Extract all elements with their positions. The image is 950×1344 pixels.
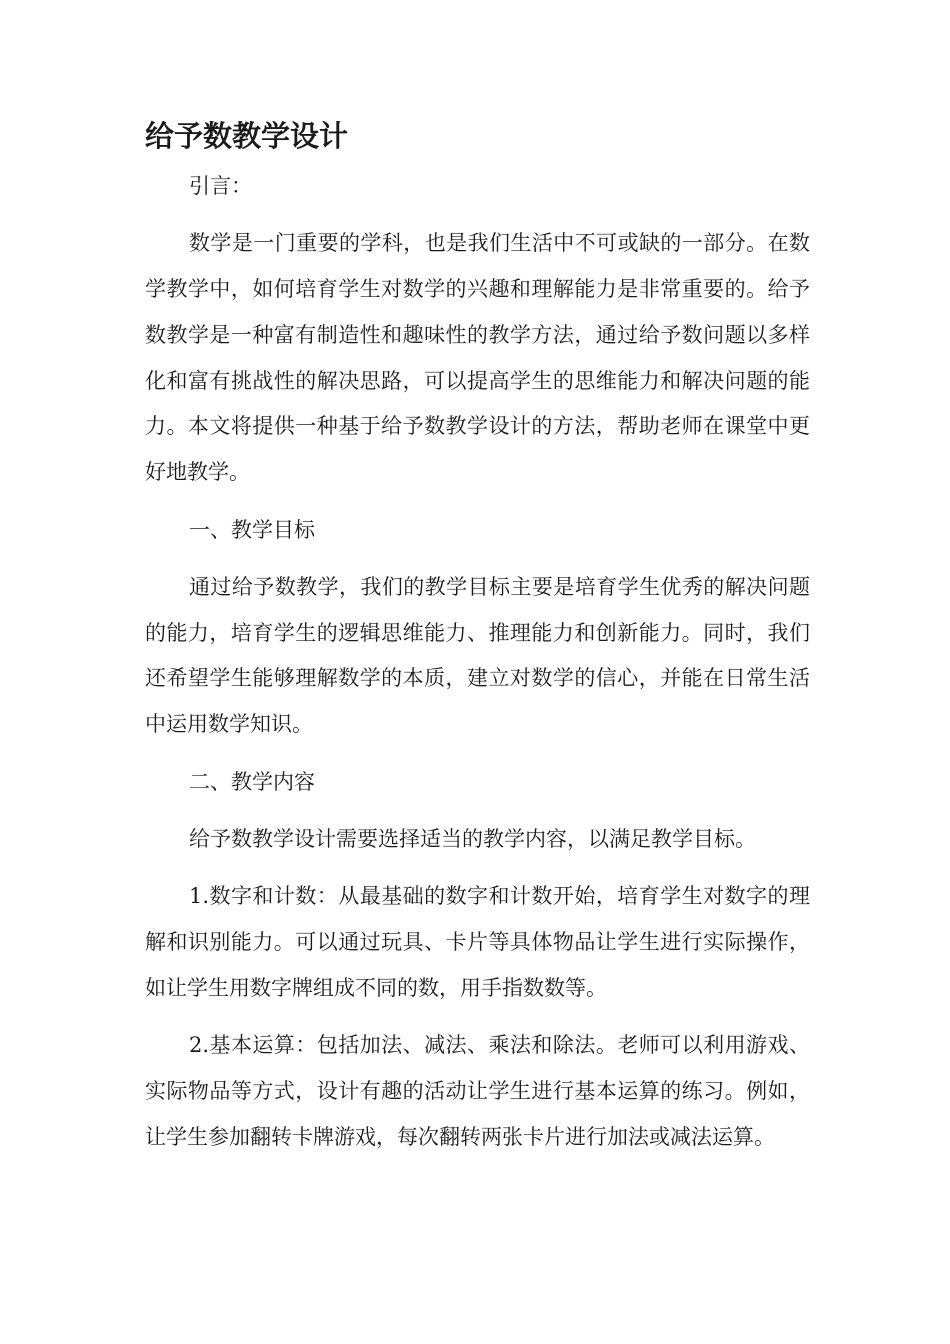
document-body — [145, 164, 810, 1172]
intro-label: 引言： — [189, 174, 252, 198]
content-item-operations: 2.基本运算：包括加法、减法、乘法和除法。老师可以利用游戏、实际物品等方式，设计有趣的活动让学生进行基本运算的练习。例如，让学生参加翻转卡牌游戏，每次翻转两张卡片进行加法或减法运算。 — [145, 1033, 810, 1149]
intro-paragraph: 数学是一门重要的学科，也是我们生活中不可或缺的一部分。在数学教学中，如何培育学生对数学的兴趣和理解能力是非常重要的。给予数教学是一种富有制造性和趣味性的教学方法，通过给予数问题以多样化和富有挑战性的解决思路，可以提高学生的思维能力和解决问题的能力。本文将提供一种基于给予数教学设计的方法，帮助老师在课堂中更好地教学。 — [145, 231, 810, 485]
section-heading-goals: 一、教学目标 — [189, 517, 315, 542]
goals-paragraph: 通过给予数教学，我们的教学目标主要是培育学生优秀的解决问题的能力，培育学生的逻辑思维能力、推理能力和创新能力。同时，我们还希望学生能够理解数学的本质，建立对数学的信心，并能在日常生活中运用数学知识。 — [145, 574, 810, 737]
content-intro-paragraph: 给予数教学设计需要选择适当的教学内容，以满足教学目标。 — [189, 826, 756, 851]
document-title: 给予数教学设计 — [145, 119, 349, 153]
section-heading-content: 二、教学内容 — [189, 769, 315, 794]
content-item-counting: 1.数字和计数：从最基础的数字和计数开始，培育学生对数字的理解和识别能力。可以通过玩具、卡片等具体物品让学生进行实际操作，如让学生用数字牌组成不同的数，用手指数数等。 — [145, 884, 810, 1000]
